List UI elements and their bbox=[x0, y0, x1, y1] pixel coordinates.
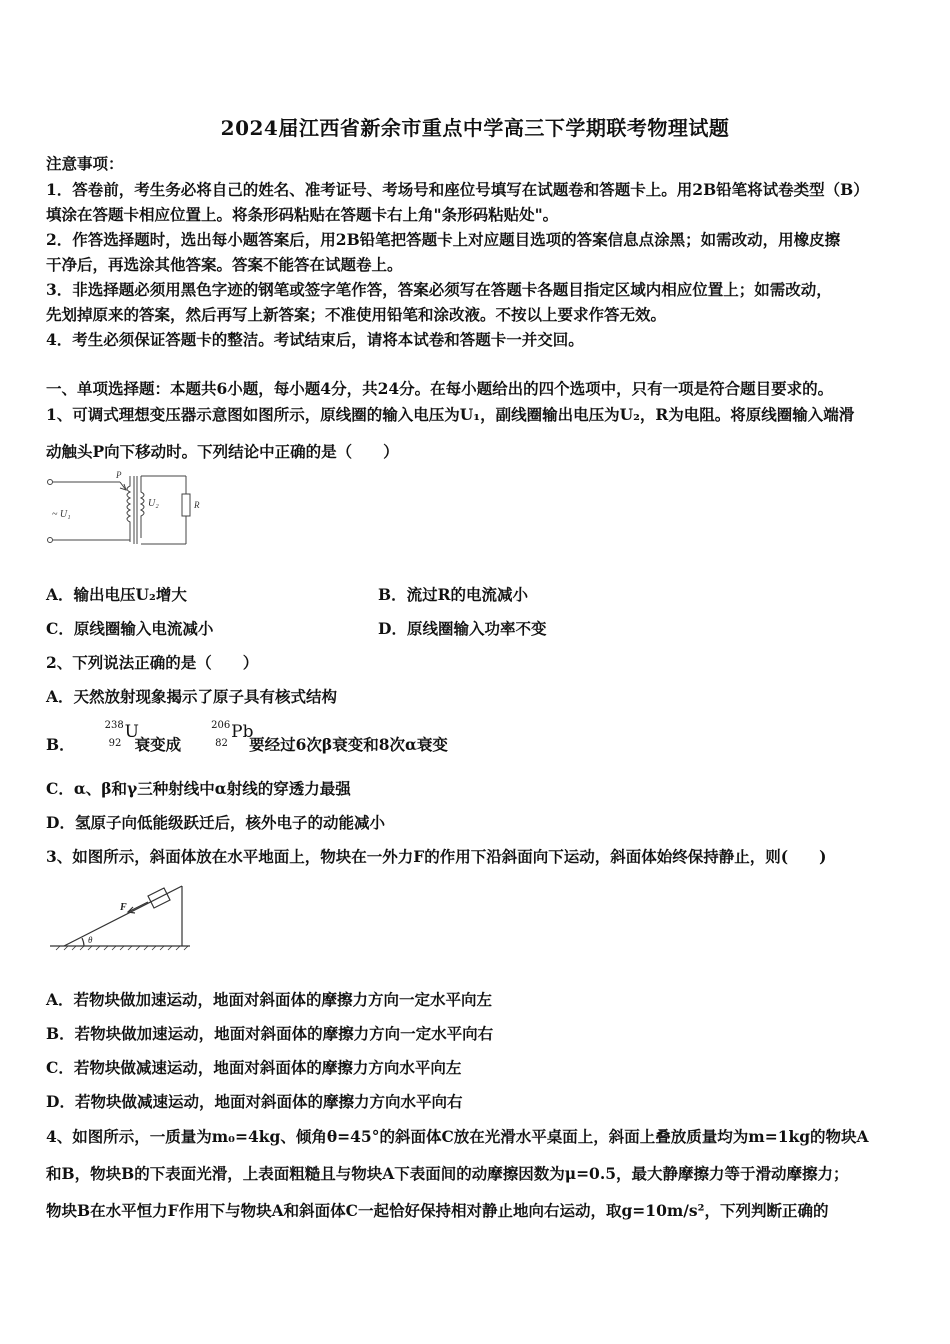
q1-option-c: C．原线圈输入电流减小 bbox=[46, 619, 214, 638]
u-mass-number: 238 bbox=[104, 720, 124, 731]
section-heading: 一、单项选择题：本题共6小题，每小题4分，共24分。在每小题给出的四个选项中，只有一项是符合题目要求的。 bbox=[46, 379, 834, 398]
notice-line-2: 填涂在答题卡相应位置上。将条形码粘贴在答题卡右上角"条形码粘贴处"。 bbox=[46, 205, 559, 224]
fig-label-f: F bbox=[120, 902, 127, 913]
q4-stem-line-1: 4、如图所示，一质量为m₀=4kg、倾角θ=45°的斜面体C放在光滑水平桌面上，斜面上叠放质量均为m=1kg的物块A bbox=[46, 1127, 869, 1146]
fig-label-p: P bbox=[116, 470, 122, 480]
q2-option-a: A．天然放射现象揭示了原子具有核式结构 bbox=[46, 687, 338, 706]
u-atomic-number: 92 bbox=[108, 738, 122, 749]
q2-option-b bbox=[46, 720, 448, 755]
notice-line-3: 2．作答选择题时，选出每小题答案后，用2B铅笔把答题卡上对应题目选项的答案信息点涂黑；如需改动，用橡皮擦 bbox=[46, 230, 841, 249]
q4-stem-line-2: 和B，物块B的下表面光滑，上表面粗糙且与物块A下表面间的动摩擦因数为μ=0.5，最大静摩擦力等于滑动摩擦力； bbox=[46, 1164, 849, 1183]
q1-stem-line-2: 动触头P向下移动时。下列结论中正确的是（ ） bbox=[46, 442, 399, 461]
transformer-figure bbox=[44, 468, 214, 550]
pb-atomic-number: 82 bbox=[215, 738, 228, 749]
q2-stem: 2、下列说法正确的是（ ） bbox=[46, 653, 259, 672]
q2-option-d: D．氢原子向低能级跃迁后，核外电子的动能减小 bbox=[46, 813, 385, 832]
q1-option-a: A．输出电压U₂增大 bbox=[46, 585, 187, 604]
notice-line-4: 干净后，再选涂其他答案。答案不能答在试题卷上。 bbox=[46, 255, 403, 274]
q2-option-b-end: 要经过6次β衰变和8次α衰变 bbox=[249, 735, 448, 754]
q4-stem-line-3: 物块B在水平恒力F作用下与物块A和斜面体C一起恰好保持相对静止地向右运动，取g=10m/s²，下列判断正确的 bbox=[46, 1201, 829, 1220]
q1-option-b: B．流过R的电流减小 bbox=[378, 585, 528, 604]
notice-line-1: 1．答卷前，考生务必将自己的姓名、准考证号、考场号和座位号填写在试题卷和答题卡上。用2B铅笔将试卷类型（B） bbox=[46, 180, 869, 199]
notice-heading: 注意事项： bbox=[46, 154, 124, 173]
u-symbol: U bbox=[124, 722, 139, 742]
q2-option-b-label: B． bbox=[46, 735, 75, 754]
q1-stem-line-1: 1、可调式理想变压器示意图如图所示，原线圈的输入电压为U₁，副线圈输出电压为U₂，R为电阻。将原线圈输入端滑 bbox=[46, 405, 855, 424]
q3-option-d: D．若物块做减速运动，地面对斜面体的摩擦力方向水平向右 bbox=[46, 1092, 463, 1111]
q1-option-d: D．原线圈输入功率不变 bbox=[378, 619, 547, 638]
lead-nuclide bbox=[181, 720, 254, 754]
q3-option-b: B．若物块做加速运动，地面对斜面体的摩擦力方向一定水平向右 bbox=[46, 1024, 494, 1043]
q3-stem: 3、如图所示，斜面体放在水平地面上，物块在一外力F的作用下沿斜面向下运动，斜面体始终保持静止，则( ) bbox=[46, 847, 827, 866]
q2-option-c: C．α、β和γ三种射线中α射线的穿透力最强 bbox=[46, 779, 351, 798]
q3-option-c: C．若物块做减速运动，地面对斜面体的摩擦力方向水平向左 bbox=[46, 1058, 462, 1077]
notice-line-7: 4．考生必须保证答题卡的整洁。考试结束后，请将本试卷和答题卡一并交回。 bbox=[46, 330, 584, 349]
uranium-nuclide bbox=[75, 720, 139, 754]
page-title: 2024届江西省新余市重点中学高三下学期联考物理试题 bbox=[220, 116, 730, 140]
pb-mass-number: 206 bbox=[211, 720, 231, 731]
notice-line-6: 先划掉原来的答案，然后再写上新答案；不准使用铅笔和涂改液。不按以上要求作答无效。 bbox=[46, 305, 667, 324]
incline-figure bbox=[44, 876, 194, 956]
fig-label-theta: θ bbox=[88, 935, 93, 945]
q3-option-a: A．若物块做加速运动，地面对斜面体的摩擦力方向一定水平向左 bbox=[46, 990, 493, 1009]
fig-label-u2: U₂ bbox=[148, 498, 159, 509]
notice-line-5: 3．非选择题必须用黑色字迹的钢笔或签字笔作答，答案必须写在答题卡各题目指定区域内相应位置上；如需改动， bbox=[46, 280, 832, 299]
fig-label-r: R bbox=[194, 500, 200, 510]
fig-label-u1: ~ U₁ bbox=[52, 509, 71, 520]
pb-symbol: Pb bbox=[231, 722, 254, 742]
q2-option-b-mid: 衰变成 bbox=[134, 735, 182, 754]
